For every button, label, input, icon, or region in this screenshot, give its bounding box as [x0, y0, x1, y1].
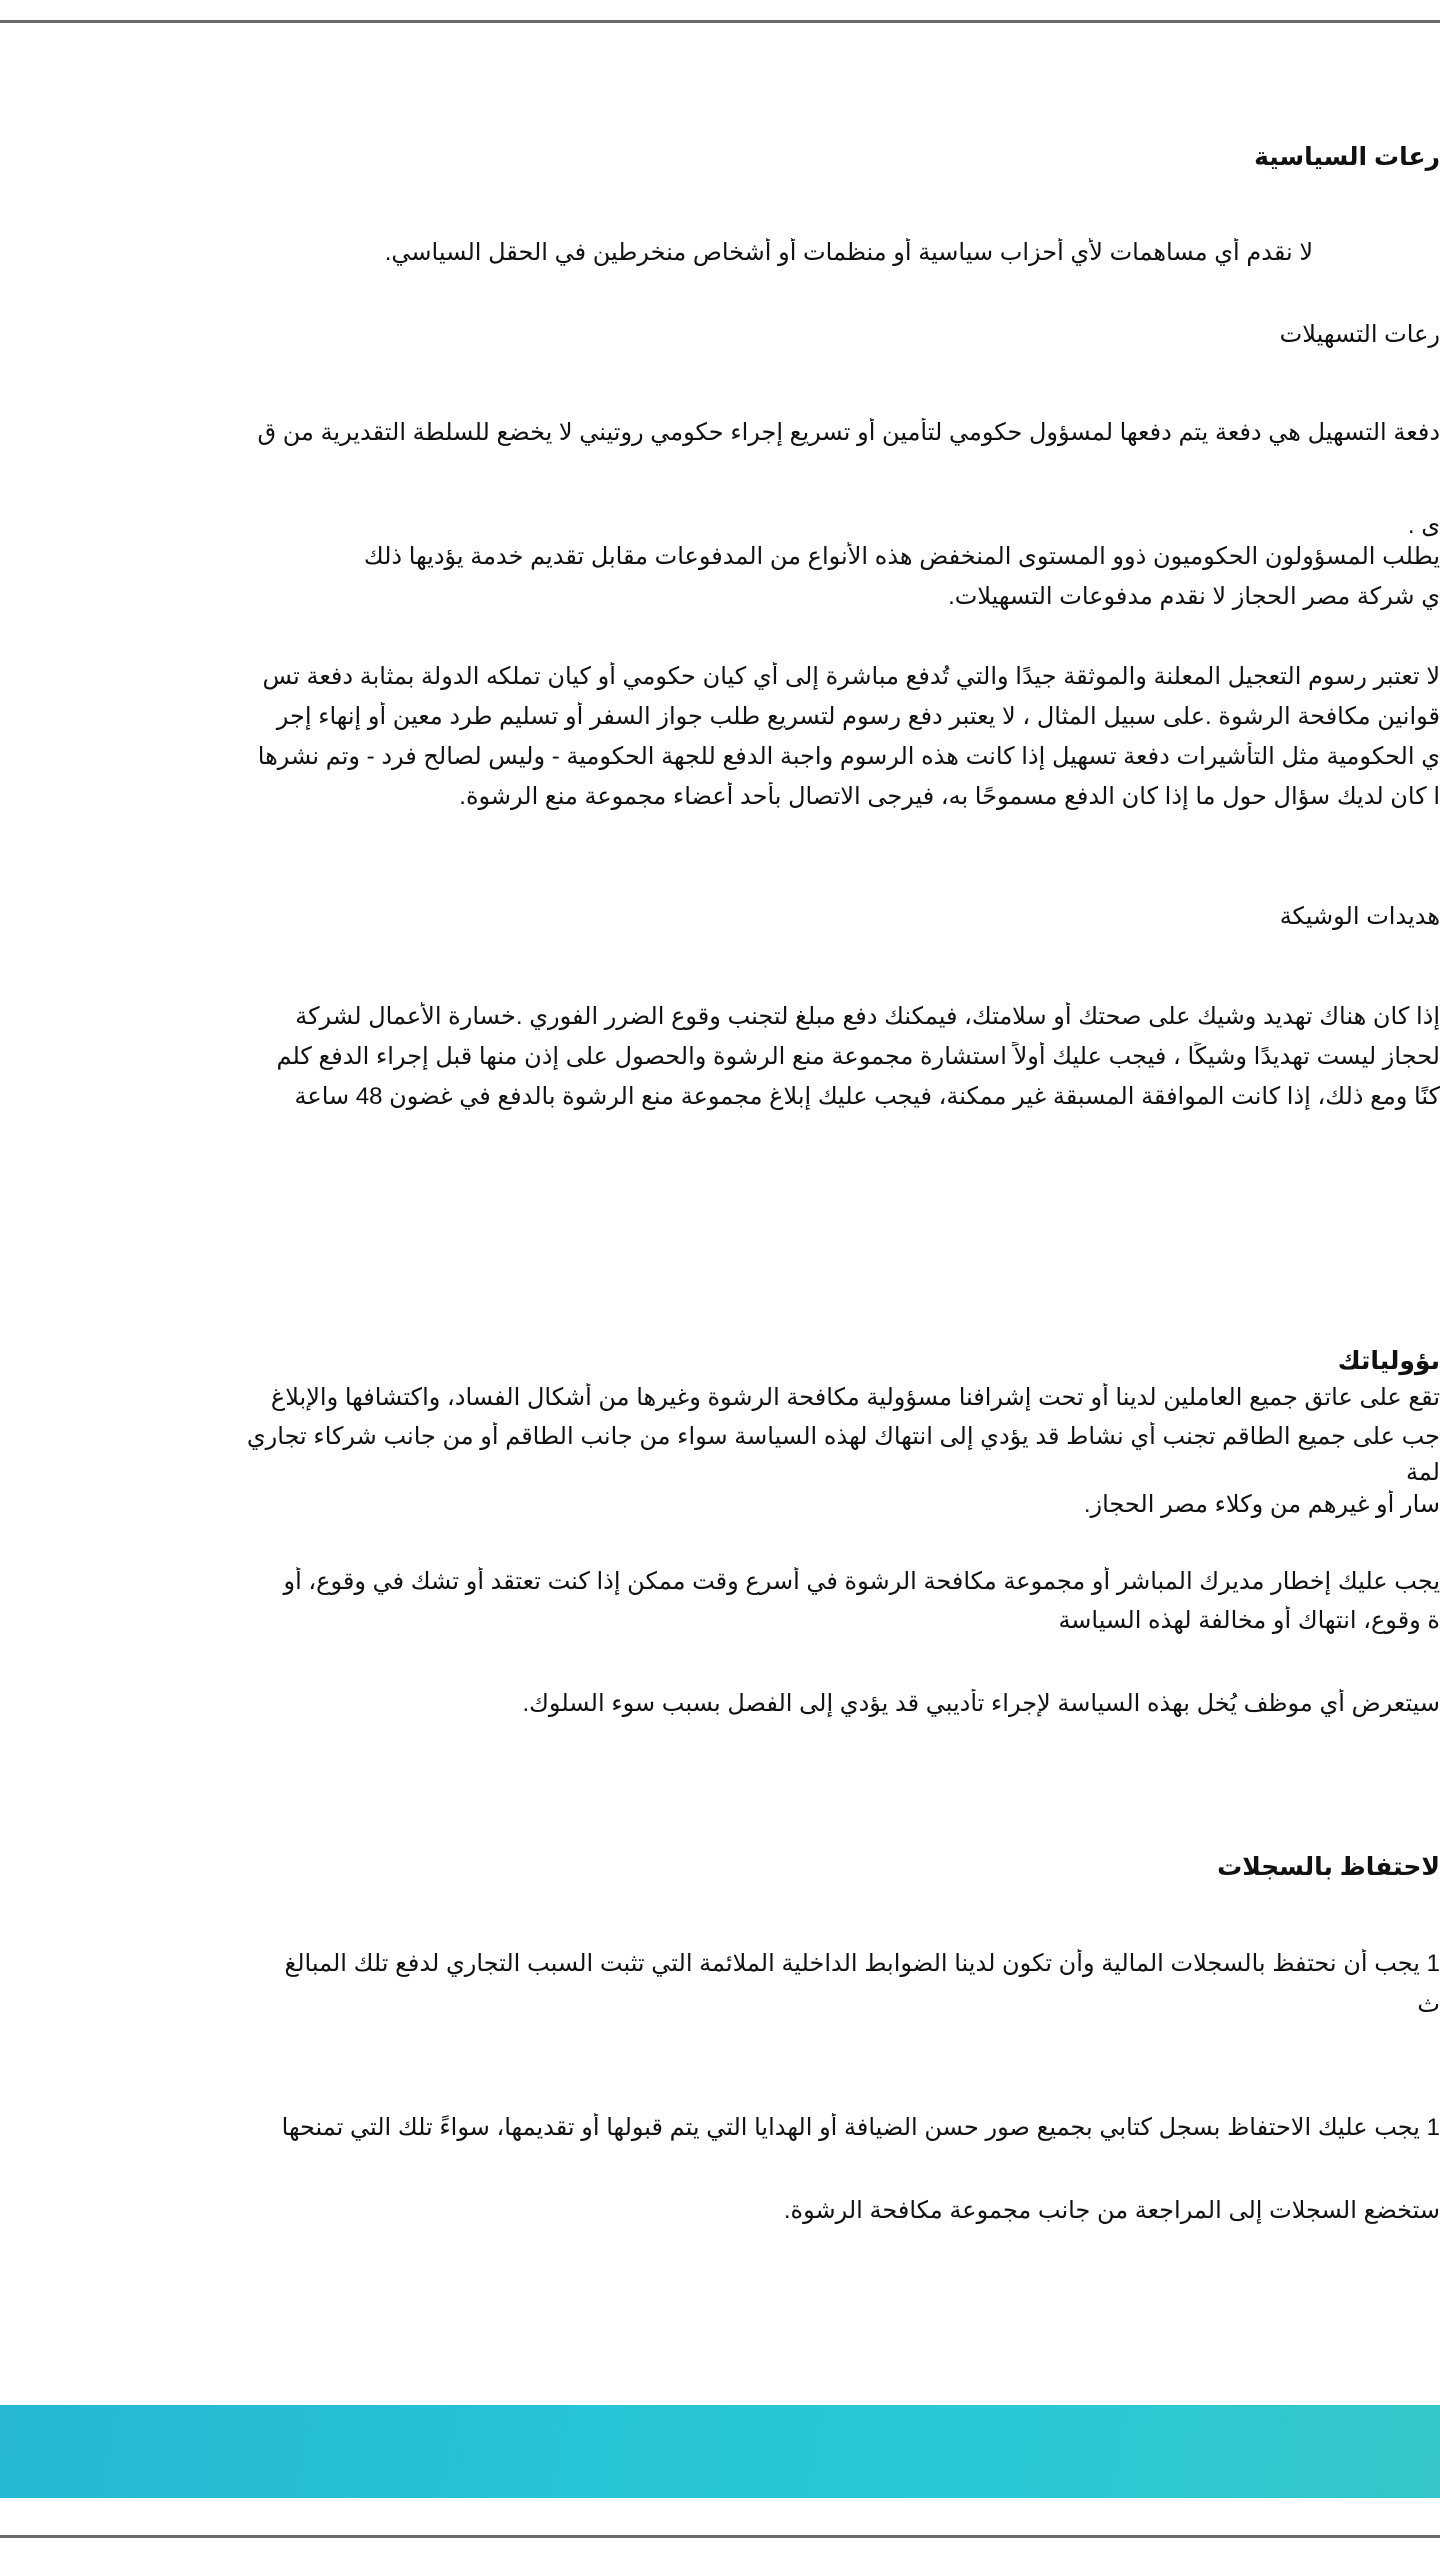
paragraph-facilitation-3d: ا كان لديك سؤال حول ما إذا كان الدفع مسموحًا به، فيرجى الاتصال بأحد أعضاء مجموعة منع الرشوة. [459, 783, 1440, 810]
paragraph-threats-a: إذا كان هناك تهديد وشيك على صحتك أو سلامتك، فيمكنك دفع مبلغ لتجنب وقوع الضرر الفوري .خسارة الأعمال لشركة [295, 1003, 1440, 1030]
paragraph-facilitation-3a: لا تعتبر رسوم التعجيل المعلنة والموثقة جيدًا والتي تُدفع مباشرة إلى أي كيان حكومي أو كيان تملكه الدولة بمثابة دفعة تس [262, 663, 1440, 690]
paragraph-responsibilities-2a: جب على جميع الطاقم تجنب أي نشاط قد يؤدي إلى انتهاك لهذه السياسة سواء من جانب الطاقم أو من جانب شركاء تجاري [246, 1423, 1440, 1450]
paragraph-responsibilities-2b: لمة [1405, 1459, 1440, 1486]
bottom-rule [0, 2535, 1440, 2538]
paragraph-facilitation-1b: ى . [1407, 512, 1440, 539]
section-heading-political: رعات السياسية [1254, 143, 1440, 171]
paragraph-responsibilities-3a: يجب عليك إخطار مديرك المباشر أو مجموعة مكافحة الرشوة في أسرع وقت ممكن إذا كنت تعتقد أو تشك في وقوع، أو [283, 1568, 1440, 1595]
section-heading-responsibilities: ىؤولياتك [1337, 1347, 1440, 1375]
section-heading-threats: هديدات الوشيكة [1279, 903, 1440, 930]
paragraph-facilitation-2b: ي شركة مصر الحجاز لا نقدم مدفوعات التسهيلات. [948, 583, 1440, 610]
paragraph-records-3: ستخضع السجلات إلى المراجعة من جانب مجموعة مكافحة الرشوة. [783, 2197, 1440, 2224]
paragraph-threats-c: كنًا ومع ذلك، إذا كانت الموافقة المسبقة غير ممكنة، فيجب عليك إبلاغ مجموعة منع الرشوة بالدفع في غضون 48 ساعة [294, 1083, 1440, 1110]
paragraph-facilitation-2a: يطلب المسؤولون الحكوميون ذوو المستوى المنخفض هذه الأنواع من المدفوعات مقابل تقديم خدمة يؤديها ذلك [363, 543, 1440, 570]
paragraph-records-1a: 1 يجب أن نحتفظ بالسجلات المالية وأن تكون لدينا الضوابط الداخلية الملائمة التي تثبت السبب التجاري لدفع تلك المبالغ [284, 1950, 1440, 1977]
footer-color-band [0, 2405, 1440, 2498]
section-heading-records: لاحتفاظ بالسجلات [1217, 1853, 1440, 1881]
paragraph-records-1b: ث [1417, 1991, 1440, 2018]
paragraph-responsibilities-4: سيتعرض أي موظف يُخل بهذه السياسة لإجراء تأديبي قد يؤدي إلى الفصل بسبب سوء السلوك. [522, 1690, 1440, 1717]
paragraph-political: لا نقدم أي مساهمات لأي أحزاب سياسية أو منظمات أو أشخاص منخرطين في الحقل السياسي. [384, 239, 1313, 266]
paragraph-responsibilities-1: تقع على عاتق جميع العاملين لدينا أو تحت إشرافنا مسؤولية مكافحة الرشوة وغيرها من أشكال الفساد، واكتشافها والإبلاغ [270, 1384, 1440, 1411]
paragraph-records-2: 1 يجب عليك الاحتفاظ بسجل كتابي بجميع صور حسن الضيافة أو الهدايا التي يتم قبولها أو تقديمها، سواءً تلك التي تمنحها [281, 2114, 1440, 2141]
section-heading-facilitation: رعات التسهيلات [1279, 321, 1440, 348]
paragraph-threats-b: لحجاز ليست تهديدًا وشيكًا ، فيجب عليك أولاً استشارة مجموعة منع الرشوة والحصول على إذن منها قبل إجراء الدفع كلم [276, 1043, 1440, 1070]
paragraph-facilitation-3c: ي الحكومية مثل التأشيرات دفعة تسهيل إذا كانت هذه الرسوم واجبة الدفع للجهة الحكومية - وليس لصالح فرد - وتم نشرها [257, 743, 1440, 770]
paragraph-facilitation-3b: قوانين مكافحة الرشوة .على سبيل المثال ، لا يعتبر دفع رسوم لتسريع طلب جواز السفر أو تسليم طرد معين أو إنهاء إجر [276, 703, 1440, 730]
paragraph-responsibilities-3b: ة وقوع، انتهاك أو مخالفة لهذه السياسة [1058, 1607, 1440, 1634]
paragraph-facilitation-1: دفعة التسهيل هي دفعة يتم دفعها لمسؤول حكومي لتأمين أو تسريع إجراء حكومي روتيني لا يخضع للسلطة التقديرية من ق [257, 419, 1440, 446]
paragraph-responsibilities-2c: سار أو غيرهم من وكلاء مصر الحجاز. [1083, 1491, 1440, 1518]
